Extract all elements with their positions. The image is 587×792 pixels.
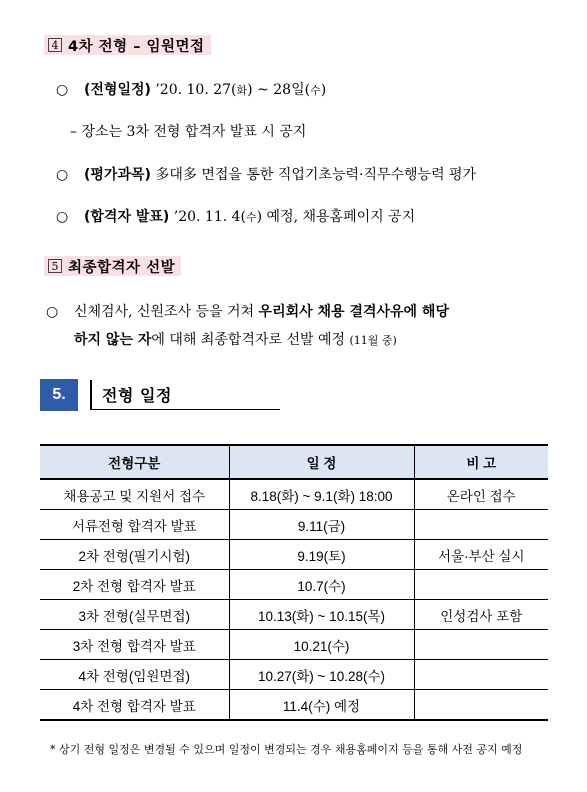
footnote-text: 상기 전형 일정은 변경될 수 있으며 일정이 변경되는 경우 채용홈페이지 등을 통해 사전 공지 예정 [59,743,523,756]
weekday: 수 [246,211,257,224]
item-text: 에 대해 최종합격자로 선발 예정 [151,332,350,348]
item-text: ) [320,82,327,98]
remark-cell [414,690,548,721]
item-text: 多대多 면접을 통한 직업기초능력·직무수행능력 평가 [150,167,477,183]
table-row [40,570,548,600]
emphasis-text: 우리회사 채용 결격사유에 해당 [258,304,449,320]
item-text: ) ~ 28일( [247,82,311,98]
table-header-row [40,445,548,479]
emphasis-text: 하지 않는 자 [74,332,152,348]
item-text: ’20. 11. 4( [169,209,246,225]
section-number-box: 5 [48,259,62,273]
date-cell: 11.4(수) 예정 [229,690,414,721]
table-row [40,540,548,570]
item-text: 장소는 3차 전형 합격자 발표 시 공지 [81,124,307,140]
section-4-heading [44,35,211,55]
column-header: 전형구분 [40,445,229,479]
circle-bullet: ○ [56,167,69,183]
item-label: (평가과목) [84,167,151,183]
table-row [40,690,548,721]
location-note [70,121,306,141]
remark-cell [414,510,548,540]
month-note: (11월 중) [349,334,397,347]
date-cell: 10.13(화) ~ 10.15(목) [229,600,414,630]
date-cell: 10.21(수) [229,630,414,660]
dash-bullet: – [70,124,77,140]
remark-cell: 인성검사 포함 [414,600,548,630]
table-row [40,630,548,660]
column-header: 비 고 [414,445,548,479]
final-selection-line-2 [74,329,397,349]
final-selection-line-1 [46,301,449,321]
circle-bullet: ○ [56,82,69,98]
stage-cell: 4차 전형 합격자 발표 [40,690,229,721]
remark-cell [414,630,548,660]
remark-cell [414,570,548,600]
item-text: ) 예정, 채용홈페이지 공지 [256,209,416,225]
heading-number-badge: 5. [40,379,78,411]
table-row [40,510,548,540]
section-number-box: 4 [48,38,62,52]
date-cell: 10.27(화) ~ 10.28(수) [229,660,414,690]
stage-cell: 3차 전형(실무면접) [40,600,229,630]
stage-cell: 4차 전형(임원면접) [40,660,229,690]
table-row [40,660,548,690]
item-text: 신체검사, 신원조사 등을 거쳐 [74,304,259,320]
footnote-mark: * [50,743,56,756]
column-header: 일 정 [229,445,414,479]
remark-cell: 온라인 접수 [414,479,548,510]
section-5-heading [44,256,181,276]
section-title: 4차 전형 – 임원면접 [68,38,205,55]
date-cell: 10.7(수) [229,570,414,600]
schedule-table [40,444,548,721]
stage-cell: 채용공고 및 지원서 접수 [40,479,229,510]
table-row [40,600,548,630]
schedule-item [56,79,326,99]
item-text: ’20. 10. 27( [150,82,237,98]
stage-cell: 서류전형 합격자 발표 [40,510,229,540]
date-cell: 8.18(화) ~ 9.1(화) 18:00 [229,479,414,510]
remark-cell [414,660,548,690]
evaluation-item [56,164,476,184]
item-label: (합격자 발표) [84,209,170,225]
circle-bullet: ○ [46,304,59,320]
date-cell: 9.11(금) [229,510,414,540]
section-title: 최종합격자 선발 [68,259,176,276]
footnote [50,741,555,758]
announcement-item [56,206,415,226]
stage-cell: 3차 전형 합격자 발표 [40,630,229,660]
item-label: (전형일정) [84,82,151,98]
schedule-heading-title: 전형 일정 [90,380,280,410]
stage-cell: 2차 전형(필기시험) [40,540,229,570]
circle-bullet: ○ [56,209,69,225]
remark-cell: 서울·부산 실시 [414,540,548,570]
weekday: 수 [310,84,321,97]
table-row [40,479,548,510]
stage-cell: 2차 전형 합격자 발표 [40,570,229,600]
date-cell: 9.19(토) [229,540,414,570]
weekday: 화 [236,84,248,97]
